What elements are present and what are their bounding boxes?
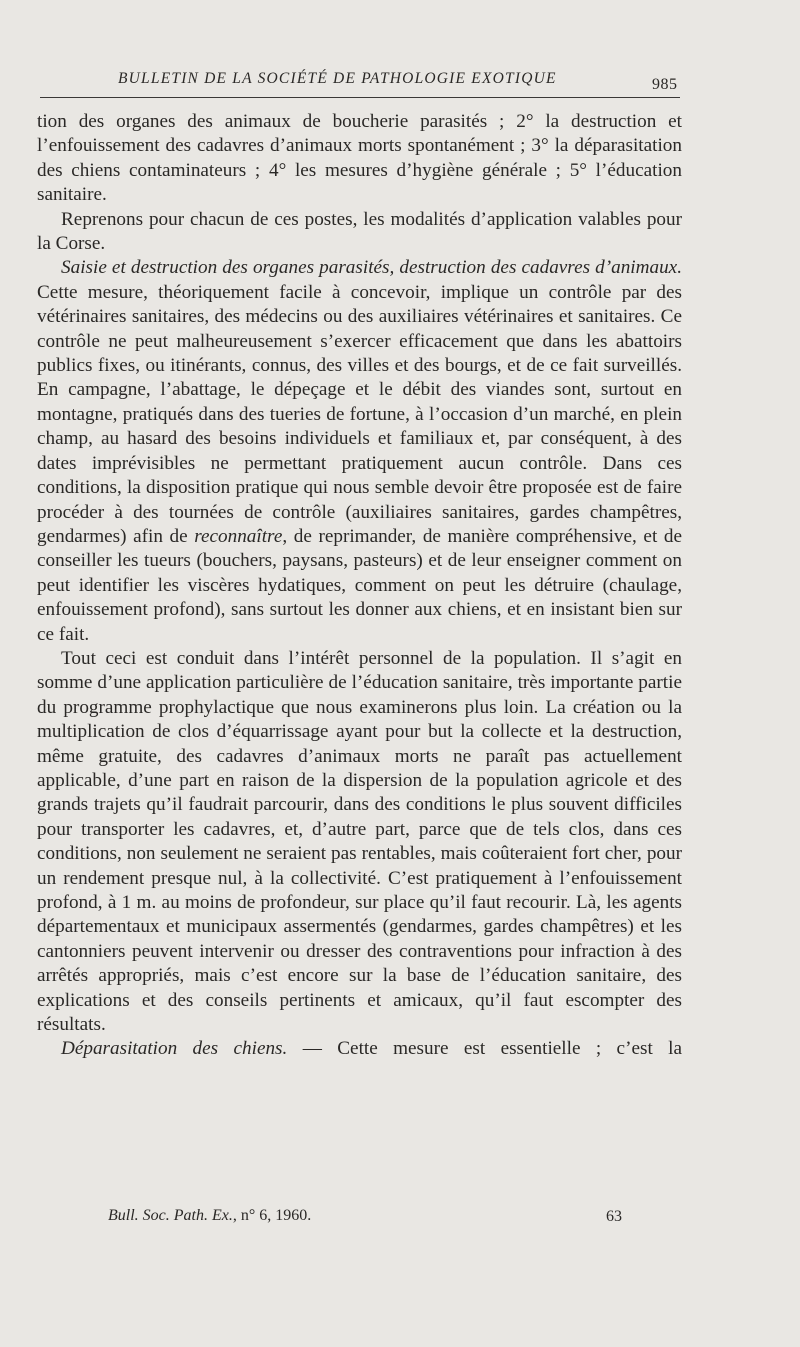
- paragraph-5-text: — Cette mesure est essentielle ; c’est la: [287, 1038, 682, 1060]
- section-heading-deparasitation: Déparasitation des chiens.: [61, 1038, 288, 1060]
- body-text: [37, 110, 682, 1062]
- paragraph-3: [37, 256, 682, 647]
- footer-citation: [108, 1207, 311, 1225]
- paragraph-3-text-a: Cette mesure, théoriquement facile à concevoir, implique un contrôle par des vétérinaires sanitaires, des médecins ou des auxiliaires vétérinaires et sanitaires. Ce contrôle ne peut malheureusement s’exercer efficacement que dans les abattoirs publics fixes, ou itinérants, connus, des villes et des bourgs, et de ce fait surveillés. En campagne, l’abattage, le dépeçage et le débit des viandes sont, surtout en montagne, pratiqués dans des tueries de fortune, à l’occasion d’un marché, en plein champ, au hasard des besoins individuels et familiaux et, par conséquent, à des dates imprévisibles ne permettant pratiquement aucun contrôle. Dans ces conditions, la disposition pratique qui nous semble devoir être proposée est de faire procéder à des tournées de contrôle (auxiliaires sanitaires, gardes champêtres, gendarmes) afin de: [37, 281, 682, 547]
- footer-journal: Bull. Soc. Path. Ex.: [108, 1207, 233, 1224]
- paragraph-5: [37, 1037, 682, 1061]
- paragraph-3-text-b: , de reprimander, de manière compréhensive, et de conseiller les tueurs (bouchers, paysans, pasteurs) et de leur enseigner comment on peut identifier les viscères hydatiques, comment on peut les détruire (chaulage, enfouissement profond), sans surtout les donner aux chiens, et en insistant bien sur ce fait.: [37, 525, 682, 645]
- running-title: BULLETIN DE LA SOCIÉTÉ DE PATHOLOGIE EXOTIQUE: [118, 70, 557, 87]
- emphasis-reconnaitre: reconnaître: [194, 525, 283, 547]
- section-heading-saisie: Saisie et destruction des organes parasités, destruction des cadavres d’animaux.: [61, 257, 682, 279]
- header-rule: [40, 97, 680, 98]
- page-number: 985: [652, 76, 678, 93]
- paragraph-1: tion des organes des animaux de boucherie parasités ; 2° la destruction et l’enfouissement des cadavres d’animaux morts spontanément ; 3° la déparasitation des chiens contaminateurs ; 4° les mesures d’hygiène générale ; 5° l’éducation sanitaire.: [37, 111, 682, 206]
- paragraph-2: Reprenons pour chacun de ces postes, les modalités d’application valables pour la Corse.: [37, 208, 682, 255]
- footer-issue: , n° 6, 1960.: [232, 1207, 312, 1224]
- footer-sheet-number: 63: [606, 1208, 622, 1225]
- paragraph-4: Tout ceci est conduit dans l’intérêt personnel de la population. Il s’agit en somme d’une application particulière de l’éducation sanitaire, très importante partie du programme prophylactique que nous examinerons plus loin. La création ou la multiplication de clos d’équarrissage ayant pour but la collecte et la destruction, même gratuite, des cadavres d’animaux morts ne paraît pas actuellement applicable, d’une part en raison de la dispersion de la population agricole et des grands trajets qu’il faudrait parcourir, dans des conditions le plus souvent difficiles pour transporter les cadavres, et, d’autre part, parce que de tels clos, dans ces conditions, non seulement ne seraient pas rentables, mais coûteraient fort cher, pour un rendement presque nul, à la collectivité. C’est pratiquement à l’enfouissement profond, à 1 m. au moins de profondeur, sur place qu’il faut recourir. Là, les agents départementaux et municipaux assermentés (gendarmes, gardes champêtres) et les cantonniers peuvent intervenir ou dresser des contraventions pour infraction à des arrêtés appropriés, mais c’est encore sur la base de l’éducation sanitaire, des explications et des conseils pertinents et amicaux, qu’il faut escompter des résultats.: [37, 647, 682, 1036]
